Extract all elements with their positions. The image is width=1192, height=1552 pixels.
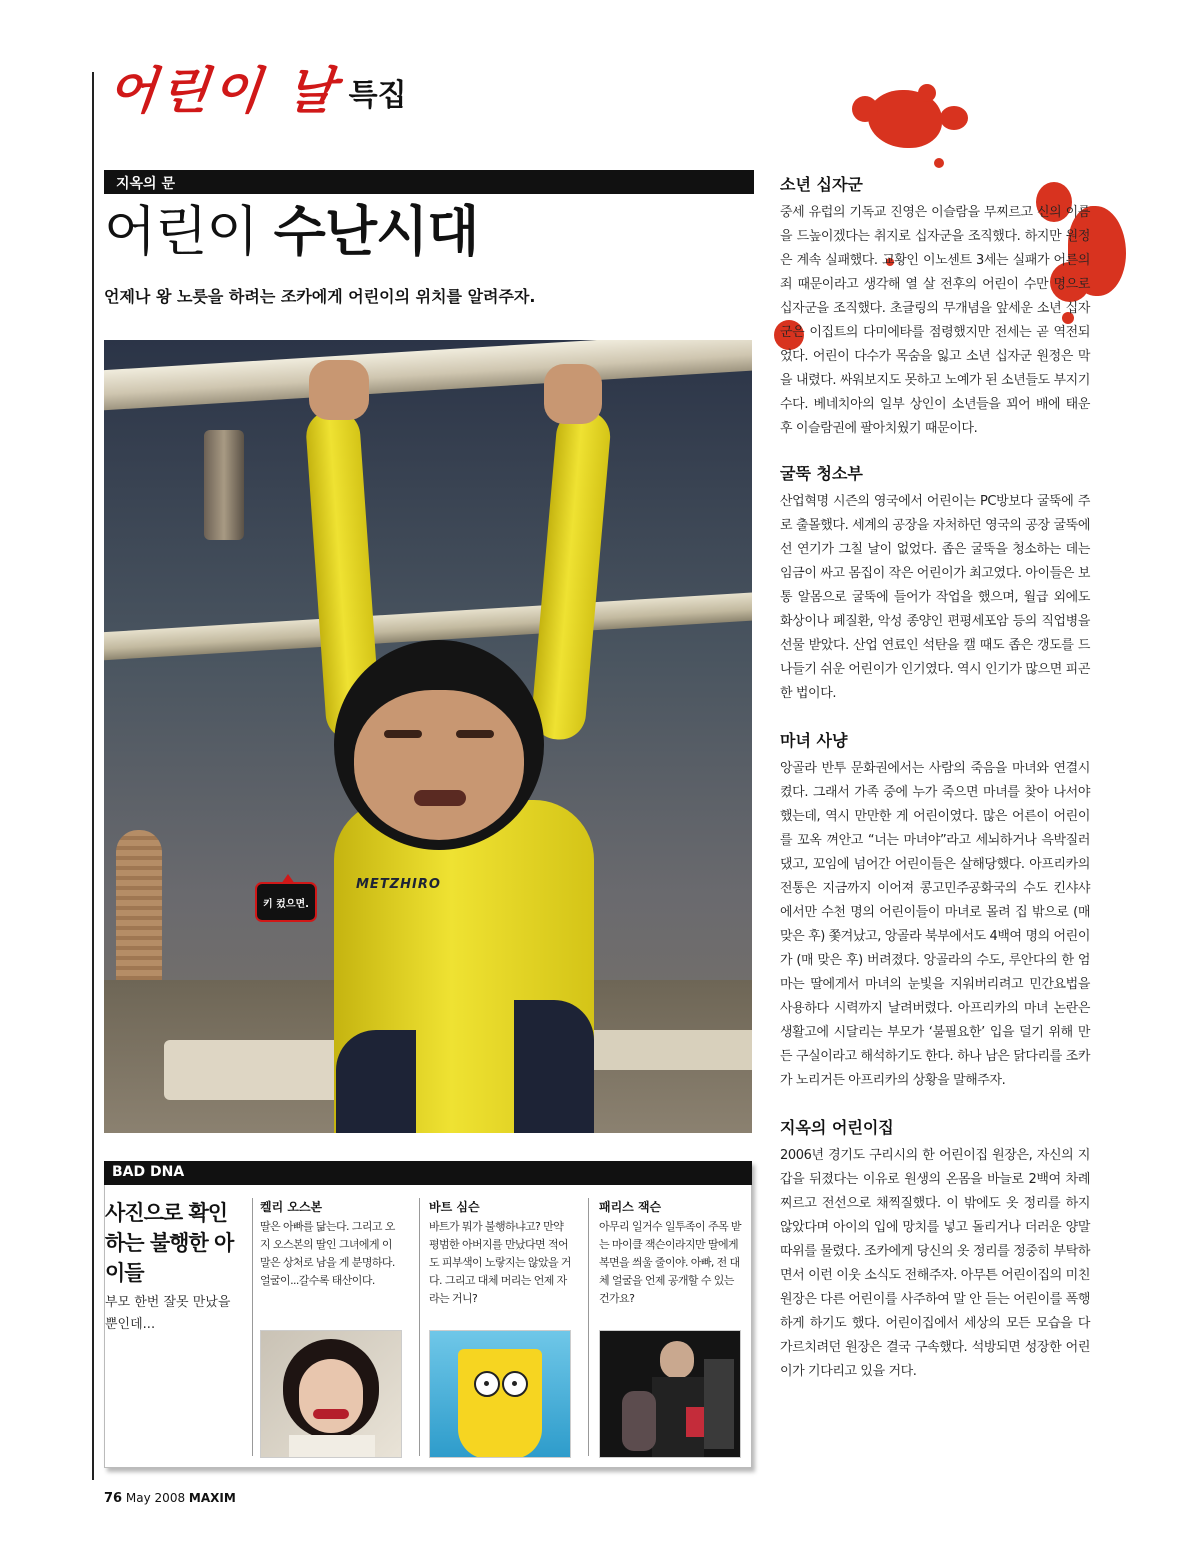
bad-dna-item-bart: [429, 1198, 571, 1308]
section-title: 마녀 사냥: [780, 731, 848, 750]
item-text: 아무리 일거수 일투족이 주목 받는 마이클 잭슨이라지만 딸에게 복면을 씌울 줄이야. 아빠, 전 대체 얼굴을 언제 공개할 수 있는 건가요?: [599, 1220, 741, 1305]
kicker-bar: [104, 170, 754, 194]
section-chimney: [780, 461, 1090, 706]
headline-light: 어린이: [104, 200, 258, 263]
divider: [252, 1198, 253, 1456]
headline-bold: 수난시대: [273, 200, 479, 263]
page-footer: [104, 1491, 236, 1506]
section-witch: [780, 728, 1090, 1093]
bad-dna-desc: 부모 한번 잘못 만났을 뿐인데...: [105, 1295, 231, 1332]
main-photo: [104, 340, 752, 1133]
section-title: 굴뚝 청소부: [780, 464, 863, 483]
divider: [588, 1198, 589, 1456]
section-daycare: [780, 1115, 1090, 1384]
section-header: [104, 61, 407, 120]
bad-dna-bar: [104, 1161, 752, 1185]
page-number: 76: [104, 1491, 123, 1506]
section-title: 지옥의 어린이집: [780, 1118, 894, 1137]
divider: [419, 1198, 420, 1456]
item-name: 바트 심슨: [429, 1200, 480, 1214]
issue-date: May 2008: [125, 1491, 186, 1505]
paris-photo: [599, 1330, 741, 1458]
kicker-label: 지옥의 문: [116, 176, 175, 192]
header-bold-title: 특집: [348, 78, 407, 113]
kelly-photo: [260, 1330, 402, 1458]
item-text: 딸은 아빠를 닮는다. 그리고 오지 오스본의 딸인 그녀에게 이 말은 상처로 남을 게 분명하다. 얼굴이...갈수록 태산이다.: [260, 1220, 395, 1287]
speech-bubble-text: 키 컸으면.: [263, 898, 309, 910]
bad-dna-item-kelly: [260, 1198, 402, 1290]
suit-logo: METZHIRO: [356, 877, 441, 892]
bad-dna-title: 사진으로 확인하는 불행한 아이들: [105, 1201, 234, 1285]
magazine-name: MAXIM: [188, 1491, 236, 1505]
left-rule: [92, 72, 94, 1480]
header-script-title: 어린이 날: [104, 61, 342, 120]
bad-dna-label: BAD DNA: [112, 1164, 185, 1180]
section-body: 산업혁명 시즌의 영국에서 어린이는 PC방보다 굴뚝에 주로 출몰했다. 세계의 공장을 자처하던 영국의 공장 굴뚝에선 연기가 그칠 날이 없었다. 좁은 굴뚝을 청소하는 데는 임금이 싸고 몸집이 작은 어린이가 최고였다. 아이들은 보통 알몸으로 굴뚝에 들어가 작업을 했으며, 월급 외에도 화상이나 폐질환, 악성 종양인 편평세포암 등의 직업병을 선물 받았다. 산업 연료인 석탄을 캘 때도 좁은 갱도를 드나들기 쉬운 어린이가 인기였다. 역시 인기가 많으면 피곤한 법이다.: [780, 494, 1090, 701]
section-title: 소년 십자군: [780, 175, 863, 194]
item-text: 바트가 뭐가 불행하냐고? 만약 평범한 아버지를 만났다면 적어도 피부색이 노랗지는 않았을 거다. 그리고 대체 머리는 언제 자라는 거니?: [429, 1220, 571, 1305]
section-crusade: [780, 172, 1090, 441]
item-name: 패리스 잭슨: [599, 1200, 662, 1214]
speech-bubble: [255, 882, 317, 922]
section-body: 중세 유럽의 기독교 진영은 이슬람을 무찌르고 신의 이름을 드높이겠다는 취지로 십자군을 조직했다. 하지만 원정은 계속 실패했다. 교황인 이노센트 3세는 실패가 어른의 죄 때문이라고 생각해 열 살 전후의 어린이 수만 명으로 십자군을 조직했다. 초글링의 무개념을 앞세운 소년 십자군은 이집트의 다미에타를 점령했지만 전세는 곧 역전되었다. 어린이 다수가 목숨을 잃고 소년 십자군 원정은 막을 내렸다. 싸워보지도 못하고 노예가 된 소년들도 부지기수다. 베네치아의 일부 상인이 소년들을 꾀어 배에 태운 후 이슬람권에 팔아치웠기 때문이다.: [780, 205, 1090, 436]
bart-photo: [429, 1330, 571, 1458]
bad-dna-lead: [105, 1198, 245, 1336]
sidebar-columns: [780, 172, 1090, 1384]
bad-dna-item-paris: [599, 1198, 741, 1308]
headline: [104, 200, 479, 263]
bad-dna-box: [104, 1161, 752, 1468]
section-body: 2006년 경기도 구리시의 한 어린이집 원장은, 자신의 지갑을 뒤졌다는 이유로 원생의 온몸을 바늘로 2백여 차례 찌르고 전선으로 채찍질했다. 이 밖에도 옷 정리를 하지 않았다며 아이의 입에 망치를 넣고 돌리거나 더러운 양말 따위를 물렸다. 조카에게 당신의 옷 정리를 정중히 부탁하면서 이런 이웃 소식도 전해주자. 아무튼 어린이집의 미친 원장은 다른 어린이를 사주하여 말 안 듣는 어린이를 폭행하게 하기도 했다. 어린이집에서 세상의 모든 모습을 다 가르치려던 원장은 결국 구속했다. 석방되면 성장한 어린이가 기다리고 있을 거다.: [780, 1148, 1090, 1379]
section-body: 앙골라 반투 문화권에서는 사람의 죽음을 마녀와 연결시켰다. 그래서 가족 중에 누가 죽으면 마녀를 찾아 나서야 했는데, 역시 만만한 게 어린이였다. 많은 어른이 어린이를 꼬옥 껴안고 “너는 마녀야”라고 세뇌하거나 윽박질러댔고, 꼬임에 넘어간 어린이들은 살해당했다. 아프리카의 전통은 지금까지 이어져 콩고민주공화국의 수도 킨샤샤에서만 수천 명의 어린이들이 마녀로 몰려 집 밖으로 (매 맞은 후) 쫓겨났고, 앙골라 북부에서도 4백여 명의 어린이가 (매 맞은 후) 버려졌다. 앙골라의 수도, 루안다의 한 엄마는 딸에게서 마녀의 눈빛을 지워버리려고 민간요법을 사용하다 시력까지 날려버렸다. 아프리카의 마녀 논란은 생활고에 시달리는 부모가 ‘불필요한’ 입을 덜기 위해 만든 구실이라고 해석하기도 한다. 하나 남은 닭다리를 조카가 노리거든 아프리카의 상황을 말해주자.: [780, 761, 1090, 1088]
item-name: 켈리 오스본: [260, 1200, 323, 1214]
subhead: 언제나 왕 노릇을 하려는 조카에게 어린이의 위치를 알려주자.: [104, 287, 536, 306]
